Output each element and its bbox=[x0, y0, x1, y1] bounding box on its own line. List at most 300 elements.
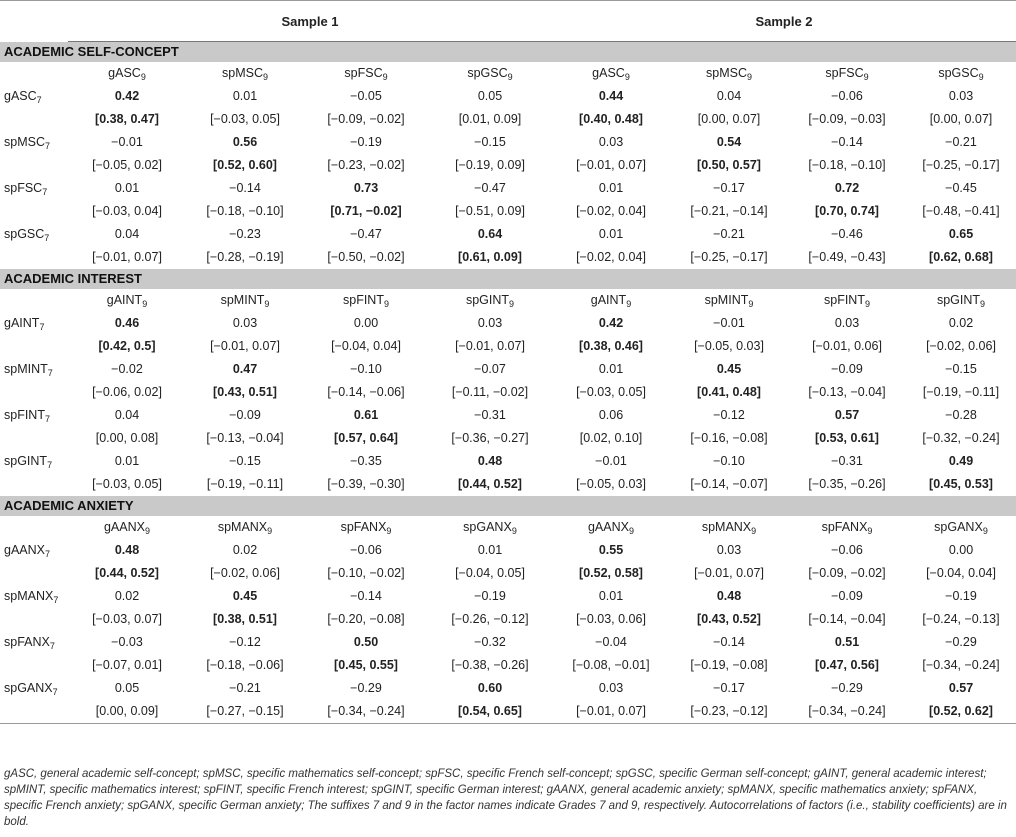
ci-cell: [0.47, 0.56] bbox=[815, 658, 879, 672]
estimate-cell: −0.17 bbox=[713, 681, 745, 695]
ci-cell: [0.62, 0.68] bbox=[929, 250, 993, 264]
table-row-estimates bbox=[0, 677, 1016, 700]
grade-subscript: 9 bbox=[863, 72, 869, 82]
factor-name: gAANX bbox=[103, 520, 145, 534]
estimate-cell: 0.48 bbox=[114, 543, 140, 557]
estimate-cell: −0.01 bbox=[595, 454, 627, 468]
estimate-cell: 0.48 bbox=[716, 589, 742, 603]
sample-2-header: Sample 2 bbox=[552, 1, 1016, 42]
table-row-estimates bbox=[0, 223, 1016, 246]
grade-subscript: 9 bbox=[386, 526, 392, 536]
factor-name: gAANX bbox=[587, 520, 629, 534]
ci-cell: [−0.01, 0.07] bbox=[210, 339, 280, 353]
column-header bbox=[788, 516, 906, 539]
estimate-cell: −0.32 bbox=[474, 635, 506, 649]
ci-cell: [−0.35, −0.26] bbox=[808, 477, 886, 491]
factor-name: spGSC bbox=[4, 227, 45, 241]
row-label bbox=[0, 223, 68, 246]
column-header bbox=[304, 289, 428, 312]
ci-cell: [−0.34, −0.24] bbox=[788, 700, 906, 724]
ci-cell: [0.00, 0.07] bbox=[697, 112, 761, 126]
column-header bbox=[670, 289, 788, 312]
ci-cell: [0.57, 0.64] bbox=[334, 431, 398, 445]
estimate-cell: −0.19 bbox=[474, 589, 506, 603]
column-header-row bbox=[0, 516, 1016, 539]
ci-cell: [−0.50, −0.02] bbox=[327, 250, 405, 264]
ci-cell: [−0.14, −0.07] bbox=[690, 477, 768, 491]
ci-cell: [−0.09, −0.02] bbox=[808, 566, 886, 580]
estimate-cell: 0.73 bbox=[353, 181, 379, 195]
factor-name: spFANX bbox=[340, 520, 387, 534]
row-label bbox=[0, 539, 68, 562]
estimate-cell: −0.02 bbox=[111, 362, 143, 376]
ci-cell: [0.43, 0.52] bbox=[697, 612, 761, 626]
ci-cell: [−0.18, −0.10] bbox=[206, 204, 284, 218]
ci-cell: [−0.05, 0.03] bbox=[576, 477, 646, 491]
grade-subscript: 7 bbox=[44, 233, 50, 243]
factor-name: spFANX bbox=[821, 520, 868, 534]
estimate-cell: 0.57 bbox=[948, 681, 974, 695]
ci-cell: [0.61, 0.09] bbox=[458, 250, 522, 264]
ci-cell: [−0.34, −0.24] bbox=[922, 658, 1000, 672]
table-row-estimates bbox=[0, 131, 1016, 154]
estimate-cell: −0.14 bbox=[713, 635, 745, 649]
estimate-cell: 0.60 bbox=[477, 681, 503, 695]
ci-cell: [−0.11, −0.02] bbox=[451, 385, 529, 399]
column-header bbox=[186, 62, 304, 85]
estimate-cell: −0.21 bbox=[945, 135, 977, 149]
ci-cell: [−0.19, −0.11] bbox=[922, 385, 1000, 399]
estimate-cell: −0.14 bbox=[350, 589, 382, 603]
ci-cell: [−0.03, 0.05] bbox=[92, 477, 162, 491]
ci-cell: [−0.28, −0.19] bbox=[206, 250, 284, 264]
ci-cell: [−0.09, −0.03] bbox=[808, 112, 886, 126]
estimate-cell: −0.14 bbox=[831, 135, 863, 149]
ci-cell: [−0.16, −0.08] bbox=[690, 431, 768, 445]
table-row-estimates bbox=[0, 631, 1016, 654]
estimate-cell: 0.03 bbox=[477, 316, 503, 330]
table-row-ci bbox=[0, 335, 1016, 358]
grade-subscript: 9 bbox=[267, 526, 273, 536]
estimate-cell: 0.03 bbox=[598, 135, 624, 149]
ci-cell: [−0.39, −0.30] bbox=[327, 477, 405, 491]
column-header bbox=[670, 62, 788, 85]
ci-cell: [−0.14, −0.06] bbox=[327, 385, 405, 399]
estimate-cell: −0.19 bbox=[350, 135, 382, 149]
table-row-ci bbox=[0, 654, 1016, 677]
ci-cell: [0.44, 0.52] bbox=[458, 477, 522, 491]
factor-name: spMSC bbox=[222, 66, 263, 80]
estimate-cell: 0.01 bbox=[477, 543, 503, 557]
ci-cell: [−0.19, −0.11] bbox=[206, 477, 284, 491]
ci-cell: [−0.01, 0.07] bbox=[92, 250, 162, 264]
estimate-cell: −0.04 bbox=[595, 635, 627, 649]
estimate-cell: 0.45 bbox=[232, 589, 258, 603]
estimate-cell: −0.14 bbox=[229, 181, 261, 195]
table-row-ci bbox=[0, 473, 1016, 496]
ci-cell: [0.45, 0.55] bbox=[334, 658, 398, 672]
ci-cell: [−0.01, 0.07] bbox=[576, 158, 646, 172]
grade-subscript: 9 bbox=[511, 526, 517, 536]
factor-name: spGANX bbox=[4, 681, 53, 695]
grade-subscript: 9 bbox=[626, 299, 632, 309]
grade-subscript: 9 bbox=[382, 72, 388, 82]
column-header-row bbox=[0, 289, 1016, 312]
ci-cell: [0.00, 0.08] bbox=[95, 431, 159, 445]
ci-cell: [0.00, 0.07] bbox=[929, 112, 993, 126]
estimate-cell: −0.01 bbox=[713, 316, 745, 330]
grade-subscript: 7 bbox=[44, 414, 50, 424]
ci-cell: [−0.03, 0.07] bbox=[92, 612, 162, 626]
factor-name: spFINT bbox=[343, 293, 384, 307]
ci-cell: [−0.49, −0.43] bbox=[808, 250, 886, 264]
estimate-cell: 0.42 bbox=[114, 89, 140, 103]
ci-cell: [−0.03, 0.06] bbox=[576, 612, 646, 626]
grade-subscript: 9 bbox=[144, 526, 150, 536]
estimate-cell: 0.02 bbox=[232, 543, 258, 557]
ci-cell: [−0.02, 0.04] bbox=[576, 204, 646, 218]
ci-cell: [−0.03, 0.05] bbox=[576, 385, 646, 399]
ci-cell: [−0.03, 0.05] bbox=[210, 112, 280, 126]
ci-cell: [−0.18, −0.06] bbox=[206, 658, 284, 672]
table-row-ci bbox=[0, 200, 1016, 223]
table-footnote: gASC, general academic self-concept; spMSC, specific mathematics self-concept; spFSC, specific French self-concept; spGSC, specific German self-concept; gAINT, general academic interest; spMINT, specific mathematics interest; spFINT, specific French interest; spGINT, specific German interest; gAANX, general academic anxiety; spMANX, specific mathematics anxiety; spFANX, specific French anxiety; spGANX, specific German anxiety; The suffixes 7 and 9 in the factor names indicate Grades 7 and 9, respectively. Autocorrelations of factors (i.e., stability coefficients) are in bold. bbox=[4, 768, 1007, 828]
grade-subscript: 7 bbox=[36, 95, 42, 105]
row-label bbox=[0, 358, 68, 381]
ci-cell: [0.71, −0.02] bbox=[330, 204, 402, 218]
table-row-estimates bbox=[0, 450, 1016, 473]
grade-subscript: 7 bbox=[49, 641, 55, 651]
ci-cell: [−0.05, 0.03] bbox=[694, 339, 764, 353]
estimate-cell: −0.23 bbox=[229, 227, 261, 241]
estimate-cell: 0.65 bbox=[948, 227, 974, 241]
estimate-cell: 0.04 bbox=[114, 408, 140, 422]
grade-subscript: 9 bbox=[980, 299, 986, 309]
ci-cell: [−0.20, −0.08] bbox=[327, 612, 405, 626]
ci-cell: [−0.25, −0.17] bbox=[690, 250, 768, 264]
estimate-cell: −0.45 bbox=[945, 181, 977, 195]
ci-cell: [−0.48, −0.41] bbox=[922, 204, 1000, 218]
column-header bbox=[428, 289, 552, 312]
ci-cell: [−0.01, 0.07] bbox=[694, 566, 764, 580]
estimate-cell: −0.31 bbox=[831, 454, 863, 468]
estimate-cell: −0.21 bbox=[713, 227, 745, 241]
column-header bbox=[552, 516, 670, 539]
estimate-cell: −0.06 bbox=[831, 543, 863, 557]
estimate-cell: −0.06 bbox=[350, 543, 382, 557]
factor-name: gAANX bbox=[4, 543, 45, 557]
estimate-cell: −0.31 bbox=[474, 408, 506, 422]
estimate-cell: −0.46 bbox=[831, 227, 863, 241]
factor-name: spFINT bbox=[824, 293, 865, 307]
ci-cell: [−0.01, 0.06] bbox=[812, 339, 882, 353]
estimate-cell: −0.15 bbox=[229, 454, 261, 468]
estimate-cell: 0.01 bbox=[598, 181, 624, 195]
estimate-cell: 0.72 bbox=[834, 181, 860, 195]
ci-cell: [−0.02, 0.06] bbox=[926, 339, 996, 353]
grade-subscript: 9 bbox=[867, 526, 873, 536]
ci-cell: [0.52, 0.58] bbox=[579, 566, 643, 580]
factor-name: spFANX bbox=[4, 635, 50, 649]
row-label bbox=[0, 131, 68, 154]
grade-subscript: 9 bbox=[864, 299, 870, 309]
row-label bbox=[0, 85, 68, 108]
factor-name: spGANX bbox=[463, 520, 512, 534]
section-header-row bbox=[0, 496, 1016, 516]
column-header bbox=[788, 62, 906, 85]
column-header bbox=[186, 516, 304, 539]
ci-cell: [−0.02, 0.06] bbox=[210, 566, 280, 580]
ci-cell: [−0.36, −0.27] bbox=[451, 431, 529, 445]
ci-cell: [−0.14, −0.04] bbox=[808, 612, 886, 626]
estimate-cell: 0.51 bbox=[834, 635, 860, 649]
grade-subscript: 7 bbox=[45, 549, 51, 559]
table-row-estimates bbox=[0, 177, 1016, 200]
row-label bbox=[0, 177, 68, 200]
column-header bbox=[552, 289, 670, 312]
factor-name: spMSC bbox=[4, 135, 45, 149]
factor-name: spFSC bbox=[4, 181, 43, 195]
estimate-cell: 0.54 bbox=[716, 135, 742, 149]
ci-cell: [0.42, 0.5] bbox=[98, 339, 156, 353]
estimate-cell: −0.17 bbox=[713, 181, 745, 195]
ci-cell: [0.70, 0.74] bbox=[815, 204, 879, 218]
grade-subscript: 7 bbox=[47, 368, 53, 378]
estimate-cell: −0.05 bbox=[350, 89, 382, 103]
estimate-cell: 0.45 bbox=[716, 362, 742, 376]
ci-cell: [−0.25, −0.17] bbox=[922, 158, 1000, 172]
ci-cell: [−0.01, 0.07] bbox=[455, 339, 525, 353]
ci-cell: [0.40, 0.48] bbox=[579, 112, 643, 126]
ci-cell: [0.01, 0.09] bbox=[458, 112, 522, 126]
estimate-cell: 0.03 bbox=[948, 89, 974, 103]
estimate-cell: 0.01 bbox=[114, 181, 140, 195]
table-row-estimates bbox=[0, 585, 1016, 608]
ci-cell: [0.02, 0.10] bbox=[579, 431, 643, 445]
estimate-cell: −0.47 bbox=[350, 227, 382, 241]
table-row-estimates bbox=[0, 358, 1016, 381]
factor-name: gAINT bbox=[106, 293, 143, 307]
column-header bbox=[428, 516, 552, 539]
estimate-cell: −0.47 bbox=[474, 181, 506, 195]
estimate-cell: 0.05 bbox=[477, 89, 503, 103]
estimate-cell: −0.21 bbox=[229, 681, 261, 695]
estimate-cell: 0.55 bbox=[598, 543, 624, 557]
row-label bbox=[0, 312, 68, 335]
column-header bbox=[552, 62, 670, 85]
ci-cell: [−0.09, −0.02] bbox=[327, 112, 405, 126]
estimate-cell: −0.19 bbox=[945, 589, 977, 603]
grade-subscript: 9 bbox=[140, 72, 146, 82]
grade-subscript: 7 bbox=[39, 322, 45, 332]
ci-cell: [−0.04, 0.04] bbox=[926, 566, 996, 580]
table-row-ci bbox=[0, 562, 1016, 585]
ci-cell: [0.44, 0.52] bbox=[95, 566, 159, 580]
column-header bbox=[906, 289, 1016, 312]
table-row-ci bbox=[0, 154, 1016, 177]
grade-subscript: 9 bbox=[383, 299, 389, 309]
ci-cell: [−0.05, 0.02] bbox=[92, 158, 162, 172]
ci-cell: [−0.03, 0.04] bbox=[92, 204, 162, 218]
row-label bbox=[0, 404, 68, 427]
estimate-cell: −0.12 bbox=[713, 408, 745, 422]
factor-name: spMANX bbox=[701, 520, 752, 534]
factor-name: gAINT bbox=[4, 316, 40, 330]
estimate-cell: −0.09 bbox=[229, 408, 261, 422]
ci-cell: [−0.34, −0.24] bbox=[304, 700, 428, 724]
grade-subscript: 9 bbox=[746, 72, 752, 82]
estimate-cell: −0.01 bbox=[111, 135, 143, 149]
estimate-cell: 0.00 bbox=[948, 543, 974, 557]
ci-cell: [0.50, 0.57] bbox=[697, 158, 761, 172]
grade-subscript: 9 bbox=[628, 526, 634, 536]
factor-name: spMINT bbox=[704, 293, 749, 307]
factor-name: gASC bbox=[4, 89, 37, 103]
ci-cell: [−0.27, −0.15] bbox=[186, 700, 304, 724]
table-row-ci bbox=[0, 427, 1016, 450]
estimate-cell: −0.29 bbox=[831, 681, 863, 695]
table-row-ci bbox=[0, 246, 1016, 269]
ci-cell: [−0.02, 0.04] bbox=[576, 250, 646, 264]
ci-cell: [−0.32, −0.24] bbox=[922, 431, 1000, 445]
section-title: ACADEMIC SELF-CONCEPT bbox=[0, 42, 1016, 63]
estimate-cell: −0.15 bbox=[474, 135, 506, 149]
ci-cell: [−0.04, 0.05] bbox=[455, 566, 525, 580]
estimate-cell: 0.01 bbox=[598, 362, 624, 376]
column-header bbox=[788, 289, 906, 312]
column-header bbox=[186, 289, 304, 312]
estimate-cell: −0.06 bbox=[831, 89, 863, 103]
ci-cell: [−0.13, −0.04] bbox=[808, 385, 886, 399]
estimate-cell: −0.03 bbox=[111, 635, 143, 649]
ci-cell: [−0.23, −0.12] bbox=[670, 700, 788, 724]
estimate-cell: −0.09 bbox=[831, 362, 863, 376]
estimate-cell: 0.47 bbox=[232, 362, 258, 376]
factor-name: gAINT bbox=[590, 293, 627, 307]
estimate-cell: 0.49 bbox=[948, 454, 974, 468]
grade-subscript: 9 bbox=[509, 299, 515, 309]
grade-subscript: 9 bbox=[624, 72, 630, 82]
ci-cell: [−0.24, −0.13] bbox=[922, 612, 1000, 626]
ci-cell: [−0.10, −0.02] bbox=[327, 566, 405, 580]
column-header bbox=[304, 516, 428, 539]
estimate-cell: 0.02 bbox=[114, 589, 140, 603]
table-row-estimates bbox=[0, 539, 1016, 562]
ci-cell: [0.41, 0.48] bbox=[697, 385, 761, 399]
factor-name: spMINT bbox=[4, 362, 48, 376]
factor-name: gASC bbox=[592, 66, 625, 80]
estimate-cell: −0.29 bbox=[350, 681, 382, 695]
estimate-cell: 0.56 bbox=[232, 135, 258, 149]
ci-cell: [0.38, 0.51] bbox=[213, 612, 277, 626]
ci-cell: [−0.23, −0.02] bbox=[327, 158, 405, 172]
estimate-cell: −0.29 bbox=[945, 635, 977, 649]
factor-name: gASC bbox=[108, 66, 141, 80]
grade-subscript: 9 bbox=[142, 299, 148, 309]
ci-cell: [−0.07, 0.01] bbox=[92, 658, 162, 672]
ci-cell: [−0.51, 0.09] bbox=[455, 204, 525, 218]
factor-name: spMANX bbox=[217, 520, 268, 534]
estimate-cell: 0.61 bbox=[353, 408, 379, 422]
estimate-cell: 0.03 bbox=[716, 543, 742, 557]
estimate-cell: 0.01 bbox=[232, 89, 258, 103]
factor-name: spGINT bbox=[4, 454, 48, 468]
estimate-cell: 0.04 bbox=[114, 227, 140, 241]
grade-subscript: 7 bbox=[52, 687, 58, 697]
section-title: ACADEMIC INTEREST bbox=[0, 269, 1016, 289]
estimate-cell: −0.35 bbox=[350, 454, 382, 468]
ci-cell: [0.38, 0.46] bbox=[579, 339, 643, 353]
estimate-cell: 0.57 bbox=[834, 408, 860, 422]
estimate-cell: 0.06 bbox=[598, 408, 624, 422]
row-label bbox=[0, 585, 68, 608]
factor-name: spFINT bbox=[4, 408, 45, 422]
column-header bbox=[906, 62, 1016, 85]
table-row-estimates bbox=[0, 85, 1016, 108]
estimate-cell: 0.01 bbox=[598, 589, 624, 603]
factor-name: spGINT bbox=[936, 293, 981, 307]
estimate-cell: −0.07 bbox=[474, 362, 506, 376]
ci-cell: [−0.13, −0.04] bbox=[206, 431, 284, 445]
estimate-cell: −0.15 bbox=[945, 362, 977, 376]
estimate-cell: 0.50 bbox=[353, 635, 379, 649]
ci-cell: [0.54, 0.65] bbox=[428, 700, 552, 724]
section-header-row bbox=[0, 269, 1016, 289]
table-row-ci bbox=[0, 381, 1016, 404]
ci-cell: [−0.19, −0.08] bbox=[690, 658, 768, 672]
estimate-cell: 0.48 bbox=[477, 454, 503, 468]
section-header-row bbox=[0, 42, 1016, 63]
row-label bbox=[0, 677, 68, 700]
factor-name: spMSC bbox=[706, 66, 747, 80]
estimate-cell: 0.00 bbox=[353, 316, 379, 330]
column-header bbox=[906, 516, 1016, 539]
estimate-cell: 0.03 bbox=[232, 316, 258, 330]
ci-cell: [0.00, 0.09] bbox=[68, 700, 186, 724]
ci-cell: [0.43, 0.51] bbox=[213, 385, 277, 399]
estimate-cell: 0.42 bbox=[598, 316, 624, 330]
grade-subscript: 7 bbox=[42, 187, 48, 197]
estimate-cell: −0.10 bbox=[350, 362, 382, 376]
estimate-cell: −0.28 bbox=[945, 408, 977, 422]
table-row-estimates bbox=[0, 312, 1016, 335]
ci-cell: [−0.08, −0.01] bbox=[572, 658, 650, 672]
column-header bbox=[68, 516, 186, 539]
ci-cell: [−0.06, 0.02] bbox=[92, 385, 162, 399]
sample-header-row bbox=[0, 1, 1016, 42]
estimate-cell: 0.02 bbox=[948, 316, 974, 330]
column-header bbox=[304, 62, 428, 85]
ci-cell: [−0.21, −0.14] bbox=[690, 204, 768, 218]
estimate-cell: 0.46 bbox=[114, 316, 140, 330]
table-row-ci bbox=[0, 108, 1016, 131]
ci-cell: [−0.38, −0.26] bbox=[451, 658, 529, 672]
section-title: ACADEMIC ANXIETY bbox=[0, 496, 1016, 516]
sample-1-header: Sample 1 bbox=[68, 1, 552, 42]
table-row-estimates bbox=[0, 404, 1016, 427]
column-header bbox=[68, 289, 186, 312]
ci-cell: [0.52, 0.60] bbox=[213, 158, 277, 172]
estimate-cell: 0.44 bbox=[598, 89, 624, 103]
estimate-cell: 0.01 bbox=[114, 454, 140, 468]
table-row-ci bbox=[0, 608, 1016, 631]
estimate-cell: −0.10 bbox=[713, 454, 745, 468]
grade-subscript: 7 bbox=[53, 595, 59, 605]
estimate-cell: 0.64 bbox=[477, 227, 503, 241]
estimate-cell: 0.04 bbox=[716, 89, 742, 103]
grade-subscript: 9 bbox=[262, 72, 268, 82]
ci-cell: [0.38, 0.47] bbox=[95, 112, 159, 126]
